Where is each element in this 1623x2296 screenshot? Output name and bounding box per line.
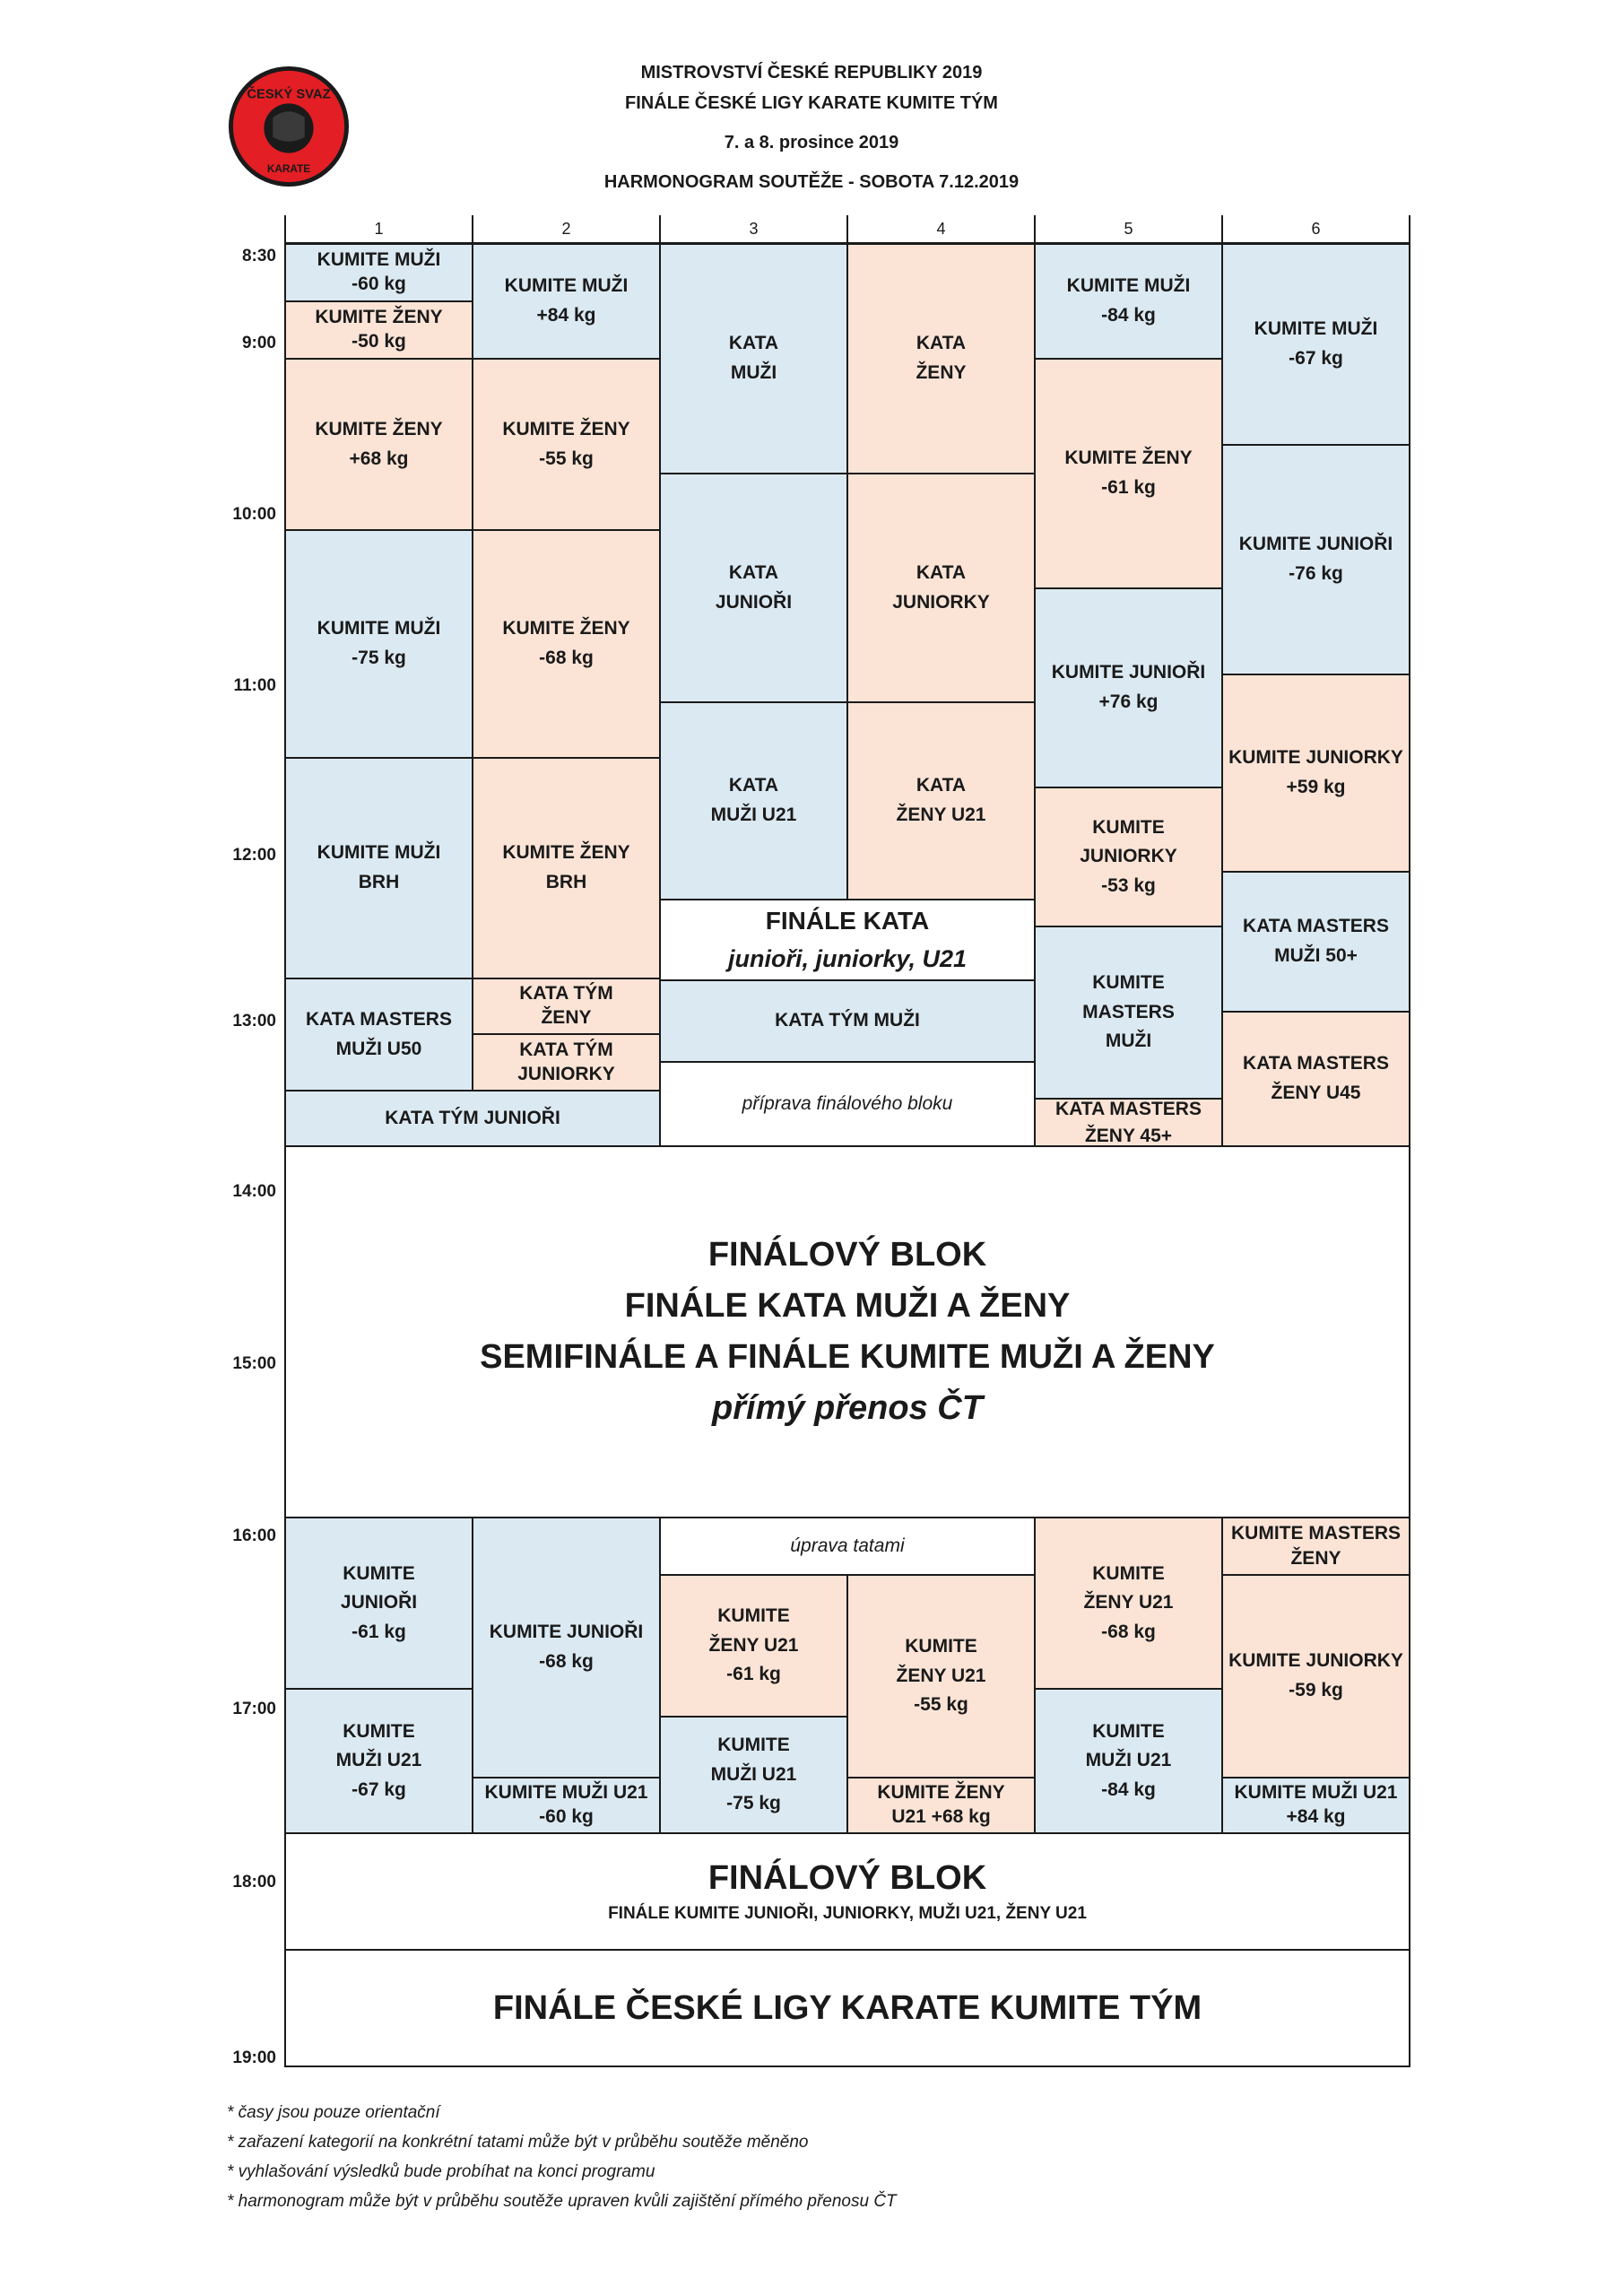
- category-group: MUŽI: [1105, 1031, 1152, 1052]
- time-label: 10:00: [232, 505, 276, 524]
- category-name: KUMITE JUNIORKY: [1228, 747, 1403, 769]
- category-detail: ŽENY U21: [896, 1665, 986, 1686]
- category-detail: -55 kg: [539, 448, 594, 469]
- category-name: KUMITE MUŽI: [1254, 318, 1378, 340]
- schedule-slot: [472, 243, 661, 360]
- category-name: KATA: [728, 775, 779, 796]
- prep-note: úprava tatami: [790, 1535, 905, 1556]
- category-detail: MUŽI U21: [335, 1750, 422, 1771]
- category-detail: +84 kg: [536, 305, 596, 326]
- category-name: KUMITE: [1092, 972, 1165, 994]
- schedule-slot: [846, 1574, 1036, 1779]
- schedule-slot: [846, 701, 1036, 900]
- time-label: 17:00: [232, 1700, 276, 1718]
- schedule-slot: [472, 358, 661, 531]
- schedule-slot: [1221, 871, 1410, 1013]
- header-divider: [472, 215, 473, 244]
- category-weight: -75 kg: [726, 1793, 781, 1814]
- category-detail: -68 kg: [539, 1651, 594, 1672]
- category-detail: MUŽI U21: [710, 804, 797, 825]
- category-name: KUMITE MASTERS: [1231, 1522, 1401, 1544]
- column-number: 2: [561, 220, 571, 238]
- category-detail: JUNIORKY: [517, 1063, 615, 1084]
- category-name: KATA: [728, 333, 779, 354]
- schedule-slot: [1221, 1574, 1410, 1779]
- schedule-slot: [846, 243, 1036, 474]
- header-divider: [659, 215, 661, 244]
- category-name: KUMITE MUŽI: [1066, 275, 1191, 297]
- footnote: * zařazení kategorií na konkrétní tatami může být v průběhu soutěže měněno: [227, 2133, 809, 2152]
- prep-slot: [659, 1061, 1036, 1147]
- category-detail: JUNIORKY: [892, 591, 990, 613]
- category-name: KUMITE MUŽI U21: [1234, 1782, 1398, 1804]
- schedule-slot: [846, 1777, 1036, 1834]
- schedule-slot: [284, 243, 473, 302]
- category-name: KUMITE ŽENY: [315, 418, 443, 439]
- category-name: KATA: [916, 775, 967, 796]
- category-detail: -60 kg: [352, 274, 406, 294]
- schedule-slot: [472, 1033, 661, 1091]
- final-kata-title: FINÁLE KATA: [765, 907, 930, 935]
- category-detail: JUNIOŘI: [715, 591, 793, 613]
- schedule-slot: [284, 1090, 661, 1147]
- category-name: KATA TÝM MUŽI: [775, 1010, 920, 1031]
- category-name: KUMITE ŽENY: [877, 1782, 1005, 1804]
- schedule-slot: [284, 757, 473, 979]
- category-name: KATA MASTERS: [306, 1008, 452, 1030]
- time-label: 16:00: [232, 1526, 276, 1545]
- category-name: KUMITE JUNIOŘI: [489, 1622, 644, 1643]
- footnote: * harmonogram může být v průběhu soutěže upraven kvůli zajištění přímého přenosu ČT: [227, 2192, 897, 2211]
- category-name: KATA TÝM JUNIOŘI: [385, 1107, 560, 1128]
- category-name: KUMITE MUŽI: [317, 842, 441, 864]
- header-divider: [284, 215, 286, 244]
- column-number: 3: [749, 220, 759, 238]
- category-weight: -84 kg: [1101, 1779, 1156, 1800]
- schedule-slot: [659, 473, 848, 703]
- category-detail: MUŽI 50+: [1274, 945, 1358, 966]
- schedule-slot: [1221, 1011, 1410, 1147]
- time-label: 13:00: [232, 1012, 276, 1031]
- category-detail: -76 kg: [1289, 563, 1343, 584]
- category-weight: -61 kg: [352, 1621, 406, 1642]
- time-label: 18:00: [232, 1873, 276, 1892]
- final-block-kumite-line: SEMIFINÁLE A FINÁLE KUMITE MUŽI A ŽENY: [480, 1338, 1215, 1376]
- schedule-slot: [284, 300, 473, 360]
- final-block-kata-line: FINÁLE KATA MUŽI A ŽENY: [624, 1287, 1071, 1325]
- category-weight: -55 kg: [914, 1694, 968, 1716]
- category-detail: -68 kg: [539, 648, 594, 668]
- schedule-slot: [284, 1517, 473, 1690]
- category-detail: ŽENY: [541, 1007, 592, 1028]
- category-name: KUMITE: [1092, 1562, 1165, 1584]
- schedule-slot: [1034, 587, 1223, 788]
- category-name: KATA MASTERS: [1243, 1053, 1389, 1074]
- category-weight: -68 kg: [1101, 1621, 1156, 1642]
- header-divider: [846, 215, 848, 244]
- category-detail: U21 +68 kg: [891, 1806, 991, 1827]
- final-block-categories: FINÁLE KUMITE JUNIOŘI, JUNIORKY, MUŽI U21, ŽENY U21: [608, 1903, 1087, 1923]
- schedule-slot: [1034, 358, 1223, 589]
- schedule-slot: [284, 529, 473, 759]
- prep-slot: [659, 1517, 1036, 1576]
- schedule-slot: [1034, 1517, 1223, 1690]
- schedule-slot: [1034, 1688, 1223, 1834]
- schedule-slot: [1034, 1098, 1223, 1147]
- schedule-slot: [1221, 243, 1410, 446]
- schedule-slot: [1034, 926, 1223, 1100]
- category-weight: -53 kg: [1101, 874, 1156, 896]
- category-detail: BRH: [545, 872, 587, 892]
- category-name: KUMITE MUŽI: [317, 249, 441, 271]
- column-number: 1: [374, 220, 384, 238]
- column-number: 4: [936, 220, 946, 238]
- category-name: KUMITE ŽENY: [315, 307, 443, 328]
- category-name: KUMITE ŽENY: [502, 842, 630, 864]
- column-number: 6: [1311, 220, 1321, 238]
- schedule-slot: [472, 978, 661, 1035]
- category-detail: -84 kg: [1101, 305, 1156, 326]
- schedule-slot: [659, 1574, 848, 1718]
- category-name: KUMITE MUŽI U21: [484, 1782, 648, 1804]
- event-dates: 7. a 8. prosince 2019: [724, 133, 899, 152]
- logo-top-text: ČESKÝ SVAZ: [247, 87, 331, 102]
- time-label: 15:00: [232, 1354, 276, 1373]
- category-name: KUMITE: [905, 1636, 977, 1657]
- category-name: KATA TÝM: [519, 1039, 613, 1060]
- category-name: KATA TÝM: [519, 983, 613, 1004]
- final-block-title: FINÁLOVÝ BLOK: [707, 1858, 987, 1897]
- schedule-slot: [284, 1688, 473, 1834]
- time-label: 19:00: [232, 2048, 276, 2067]
- schedule-slot: [1221, 674, 1410, 873]
- category-detail: +84 kg: [1286, 1806, 1346, 1827]
- schedule-title: HARMONOGRAM SOUTĚŽE - SOBOTA 7.12.2019: [603, 172, 1020, 192]
- header-divider: [1409, 215, 1410, 244]
- category-detail: MUŽI: [730, 362, 777, 383]
- schedule-slot: [1221, 1517, 1410, 1576]
- schedule-slot: [659, 243, 848, 474]
- time-label: 8:30: [241, 247, 276, 265]
- schedule-slot: [659, 701, 848, 900]
- category-detail: +76 kg: [1098, 691, 1159, 712]
- category-detail: JUNIORKY: [1080, 846, 1177, 867]
- time-label: 9:00: [241, 334, 276, 352]
- schedule-slot: [472, 529, 661, 759]
- schedule-slot: [846, 473, 1036, 703]
- final-team-title: FINÁLE ČESKÉ LIGY KARATE KUMITE TÝM: [492, 1988, 1202, 2027]
- category-detail: MUŽI U21: [1085, 1750, 1172, 1771]
- category-name: KUMITE MUŽI: [504, 275, 629, 297]
- category-name: KUMITE MUŽI: [317, 618, 441, 639]
- footnote: * časy jsou pouze orientační: [227, 2103, 440, 2122]
- category-detail: -67 kg: [1289, 348, 1343, 369]
- category-detail: ŽENY: [916, 362, 967, 383]
- category-name: KUMITE ŽENY: [502, 418, 630, 439]
- category-detail: MASTERS: [1082, 1001, 1175, 1022]
- category-name: KUMITE: [343, 1562, 415, 1584]
- category-weight: -61 kg: [726, 1664, 781, 1685]
- category-name: KUMITE ŽENY: [1064, 448, 1193, 469]
- schedule-slot: [472, 1777, 661, 1834]
- broadcast-note: přímý přenos ČT: [712, 1389, 983, 1427]
- schedule-slot: [1221, 444, 1410, 675]
- category-name: KATA MASTERS: [1243, 916, 1389, 937]
- final-team-block: [284, 1949, 1410, 2067]
- category-detail: ŽENY U21: [896, 804, 986, 825]
- category-name: KATA: [916, 333, 967, 354]
- time-label: 14:00: [232, 1182, 276, 1201]
- category-name: KUMITE JUNIOŘI: [1238, 534, 1393, 555]
- schedule-slot: [659, 979, 1036, 1063]
- category-detail: +59 kg: [1286, 777, 1346, 797]
- final-kata-slot: [659, 899, 1036, 981]
- category-detail: ŽENY: [1290, 1548, 1341, 1569]
- schedule-slot: [1034, 787, 1223, 927]
- category-detail: ŽENY 45+: [1084, 1125, 1173, 1146]
- schedule-slot: [284, 978, 473, 1091]
- schedule-slot: [1221, 1777, 1410, 1834]
- category-detail: ŽENY U45: [1271, 1083, 1361, 1103]
- category-name: KUMITE: [717, 1735, 790, 1756]
- category-name: KUMITE ŽENY: [502, 618, 630, 639]
- schedule-slot: [1034, 243, 1223, 360]
- category-detail: +68 kg: [349, 448, 409, 469]
- category-detail: ŽENY U21: [1083, 1592, 1174, 1613]
- time-label: 12:00: [232, 846, 276, 865]
- schedule-slot: [472, 1517, 661, 1779]
- category-name: KUMITE: [717, 1605, 790, 1627]
- category-detail: JUNIOŘI: [340, 1592, 418, 1613]
- category-detail: -75 kg: [352, 648, 406, 668]
- category-name: KUMITE: [1092, 816, 1165, 838]
- category-detail: BRH: [358, 872, 400, 892]
- category-name: KATA MASTERS: [1055, 1099, 1202, 1120]
- category-detail: -60 kg: [539, 1806, 594, 1827]
- final-block-youth: [284, 1832, 1410, 1951]
- category-name: KATA: [916, 561, 967, 583]
- header-divider: [1221, 215, 1223, 244]
- footnote: * vyhlašování výsledků bude probíhat na konci programu: [227, 2162, 655, 2181]
- final-kata-categories: junioři, juniorky, U21: [727, 944, 968, 972]
- column-number: 5: [1124, 220, 1133, 238]
- category-name: KUMITE JUNIORKY: [1228, 1650, 1403, 1672]
- category-weight: -67 kg: [352, 1779, 406, 1800]
- category-detail: ŽENY U21: [708, 1634, 799, 1656]
- logo-bottom-text: KARATE: [266, 162, 311, 176]
- category-detail: -59 kg: [1289, 1680, 1343, 1700]
- schedule-slot: [472, 757, 661, 979]
- championship-title: MISTROVSTVÍ ČESKÉ REPUBLIKY 2019: [640, 63, 983, 83]
- category-name: KATA: [728, 561, 779, 583]
- league-final-title: FINÁLE ČESKÉ LIGY KARATE KUMITE TÝM: [625, 93, 998, 113]
- header-divider: [1034, 215, 1036, 244]
- category-name: KUMITE: [1092, 1720, 1165, 1742]
- category-detail: MUŽI U50: [335, 1038, 422, 1059]
- final-block-title: FINÁLOVÝ BLOK: [707, 1236, 987, 1274]
- category-name: KUMITE: [343, 1720, 415, 1742]
- prep-note: příprava finálového bloku: [742, 1092, 953, 1114]
- final-block-main: [284, 1145, 1410, 1518]
- time-label: 11:00: [233, 676, 276, 695]
- schedule-slot: [284, 358, 473, 531]
- category-detail: -61 kg: [1101, 477, 1156, 498]
- category-detail: -50 kg: [352, 331, 406, 352]
- category-name: KUMITE JUNIOŘI: [1051, 662, 1206, 683]
- category-detail: MUŽI U21: [710, 1763, 797, 1785]
- schedule-slot: [659, 1716, 848, 1834]
